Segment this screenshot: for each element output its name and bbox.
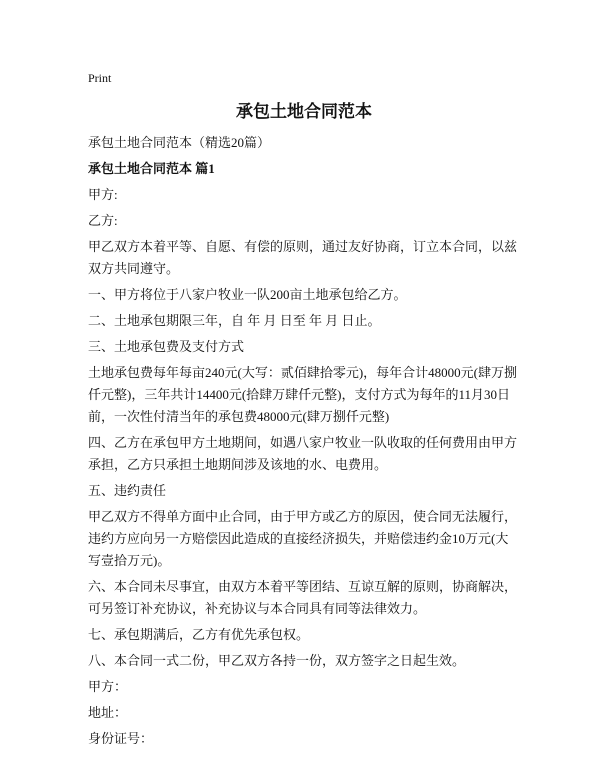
clause-3-heading: 三、土地承包费及支付方式 (88, 339, 245, 354)
document-title: 承包土地合同范本 (236, 102, 372, 121)
signature-party-a: 甲方： (88, 679, 128, 694)
party-b-label: 乙方: (88, 213, 118, 228)
party-a-label: 甲方: (88, 187, 118, 202)
clause-7: 七、承包期满后，乙方有优先承包权。 (88, 627, 310, 642)
clause-1: 一、甲方将位于八家户牧业一队200亩土地承包给乙方。 (88, 287, 407, 302)
signature-address: 地址： (88, 705, 128, 720)
clause-4: 四、乙方在承包甲方土地期间，如遇八家户牧业一队收取的任何费用由甲方承担，乙方只承担土地期间涉及该地的水、电费用。 (88, 435, 518, 472)
preamble-paragraph: 甲乙双方本着平等、自愿、有偿的原则，通过友好协商，订立本合同，以兹双方共同遵守。 (88, 239, 518, 276)
document-subtitle: 承包土地合同范本（精选20篇） (88, 135, 271, 150)
signature-id-number: 身份证号： (88, 731, 154, 746)
document-page (88, 68, 520, 754)
clause-8: 八、本合同一式二份，甲乙双方各持一份，双方签字之日起生效。 (88, 653, 466, 668)
section-heading: 承包土地合同范本 篇1 (88, 161, 215, 176)
clause-6: 六、本合同未尽事宜，由双方本着平等团结、互谅互解的原则，协商解决，可另签订补充协议，补充协议与本合同具有同等法律效力。 (88, 579, 518, 616)
clause-5-heading: 五、违约责任 (88, 483, 167, 498)
clause-3-body: 土地承包费每年每亩240元(大写：贰佰肆拾零元)，每年合计48000元(肆万捌仟元整)，三年共计14400元(拾肆万肆仟元整)，支付方式为每年的11月30日前，一次性付清当年的承包费48000元(肆万捌仟元整) (88, 365, 517, 424)
print-link[interactable]: Print (88, 71, 112, 85)
clause-2: 二、土地承包期限三年，自 年 月 日至 年 月 日止。 (88, 313, 381, 328)
clause-5-body: 甲乙双方不得单方面中止合同，由于甲方或乙方的原因，使合同无法履行，违约方应向另一方赔偿因此造成的直接经济损失，并赔偿违约金10万元(大写壹拾万元)。 (88, 509, 518, 568)
